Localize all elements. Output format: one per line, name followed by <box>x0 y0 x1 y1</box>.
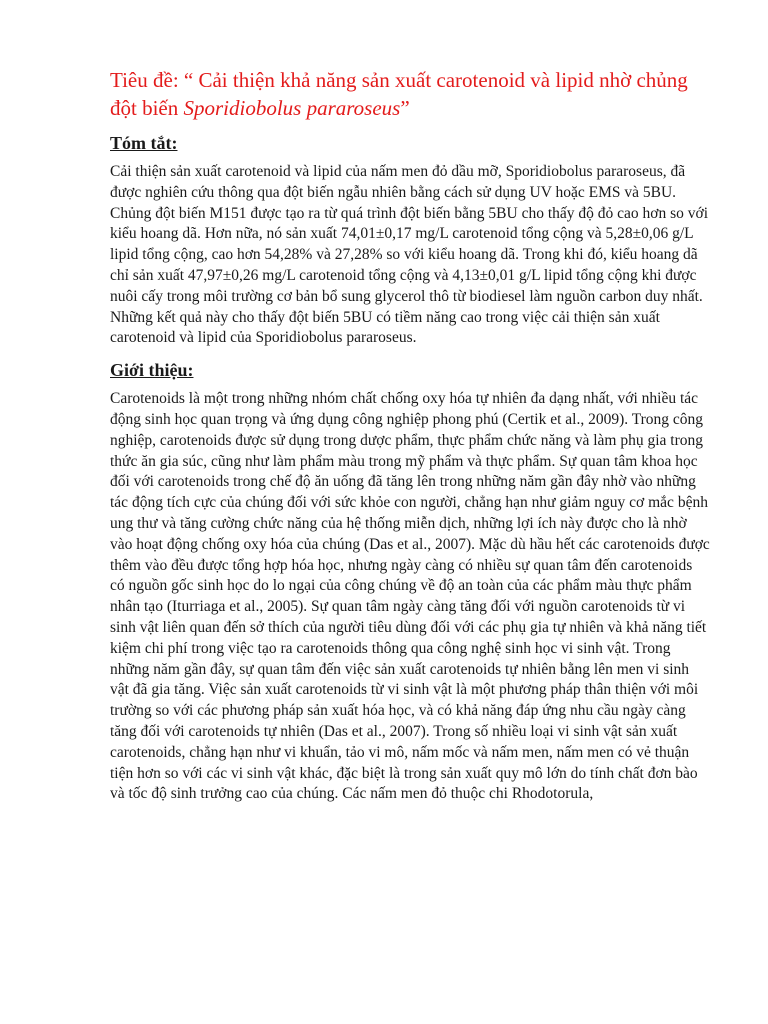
title-prefix: Tiêu đề: “ Cải thiện khả năng sản xuất carotenoid và lipid nhờ chủng đột biến <box>110 68 688 120</box>
introduction-paragraph: Carotenoids là một trong những nhóm chất chống oxy hóa tự nhiên đa dạng nhất, với nhiều tác động sinh học quan trọng và ứng dụng công nghiệp phong phú (Certik et al., 2009). Trong công nghiệp, carotenoids được sử dụng trong dược phẩm, thực phẩm chức năng và làm phụ gia trong thức ăn gia súc, cũng như làm phẩm màu trong mỹ phẩm và thực phẩm. Sự quan tâm khoa học đối với carotenoids trong chế độ ăn uống đã tăng lên trong những năm gần đây nhờ vào những tác động tích cực của chúng đối với sức khỏe con người, chẳng hạn như giảm nguy cơ mắc bệnh ung thư và tăng cường chức năng của hệ thống miễn dịch, những lợi ích này được cho là nhờ vào hoạt động chống oxy hóa của chúng (Das et al., 2007). Mặc dù hầu hết các carotenoids được thêm vào đều được tổng hợp hóa học, nhưng ngày càng có nhiều sự quan tâm đến carotenoids có nguồn gốc sinh học do lo ngại của công chúng về độ an toàn của các phẩm màu thực phẩm nhân tạo (Iturriaga et al., 2005). Sự quan tâm ngày càng tăng đối với nguồn carotenoids từ vi sinh vật liên quan đến sở thích của người tiêu dùng đối với các phụ gia tự nhiên và khả năng tiết kiệm chi phí trong việc tạo ra carotenoids thông qua công nghệ sinh học vi sinh vật. Trong những năm gần đây, sự quan tâm đến việc sản xuất carotenoids tự nhiên bằng lên men vi sinh vật đã gia tăng. Việc sản xuất carotenoids từ vi sinh vật là một phương pháp thân thiện với môi trường so với các phương pháp sản xuất hóa học, và có khả năng đáp ứng nhu cầu ngày càng tăng đối với carotenoids tự nhiên (Das et al., 2007). Trong số nhiều loại vi sinh vật sản xuất carotenoids, chẳng hạn như vi khuẩn, tảo vi mô, nấm mốc và nấm men, nấm men có vẻ thuận tiện hơn so với các vi sinh vật khác, đặc biệt là trong sản xuất quy mô lớn do tính chất đơn bào và tốc độ sinh trưởng cao của chúng. Các nấm men đỏ thuộc chi Rhodotorula, <box>110 390 710 803</box>
introduction-heading: Giới thiệu: <box>110 360 194 381</box>
document-page <box>110 66 710 813</box>
abstract-heading: Tóm tắt: <box>110 133 178 153</box>
title-suffix: ” <box>400 96 410 120</box>
abstract-paragraph: Cải thiện sản xuất carotenoid và lipid của nấm men đỏ dầu mỡ, Sporidiobolus pararoseus, đã được nghiên cứu thông qua đột biến ngẫu nhiên bằng cách sử dụng UV hoặc EMS và 5BU. Chủng đột biến M151 được tạo ra từ quá trình đột biến bằng 5BU cho thấy độ đỏ cao hơn so với kiểu hoang dã. Hơn nữa, nó sản xuất 74,01±0,17 mg/L carotenoid tổng cộng và 5,28±0,06 g/L lipid tổng cộng, cao hơn 54,28% và 27,28% so với kiểu hoang dã. Trong khi đó, kiểu hoang dã chỉ sản xuất 47,97±0,26 mg/L carotenoid tổng cộng và 4,13±0,01 g/L lipid tổng cộng khi được nuôi cấy trong môi trường cơ bản bổ sung glycerol thô từ biodiesel làm nguồn carbon duy nhất. Những kết quả này cho thấy đột biến 5BU có tiềm năng cao trong việc cải thiện sản xuất carotenoid và lipid của Sporidiobolus pararoseus. <box>110 163 709 347</box>
title-species: Sporidiobolus pararoseus <box>183 96 401 120</box>
document-title <box>110 66 710 122</box>
